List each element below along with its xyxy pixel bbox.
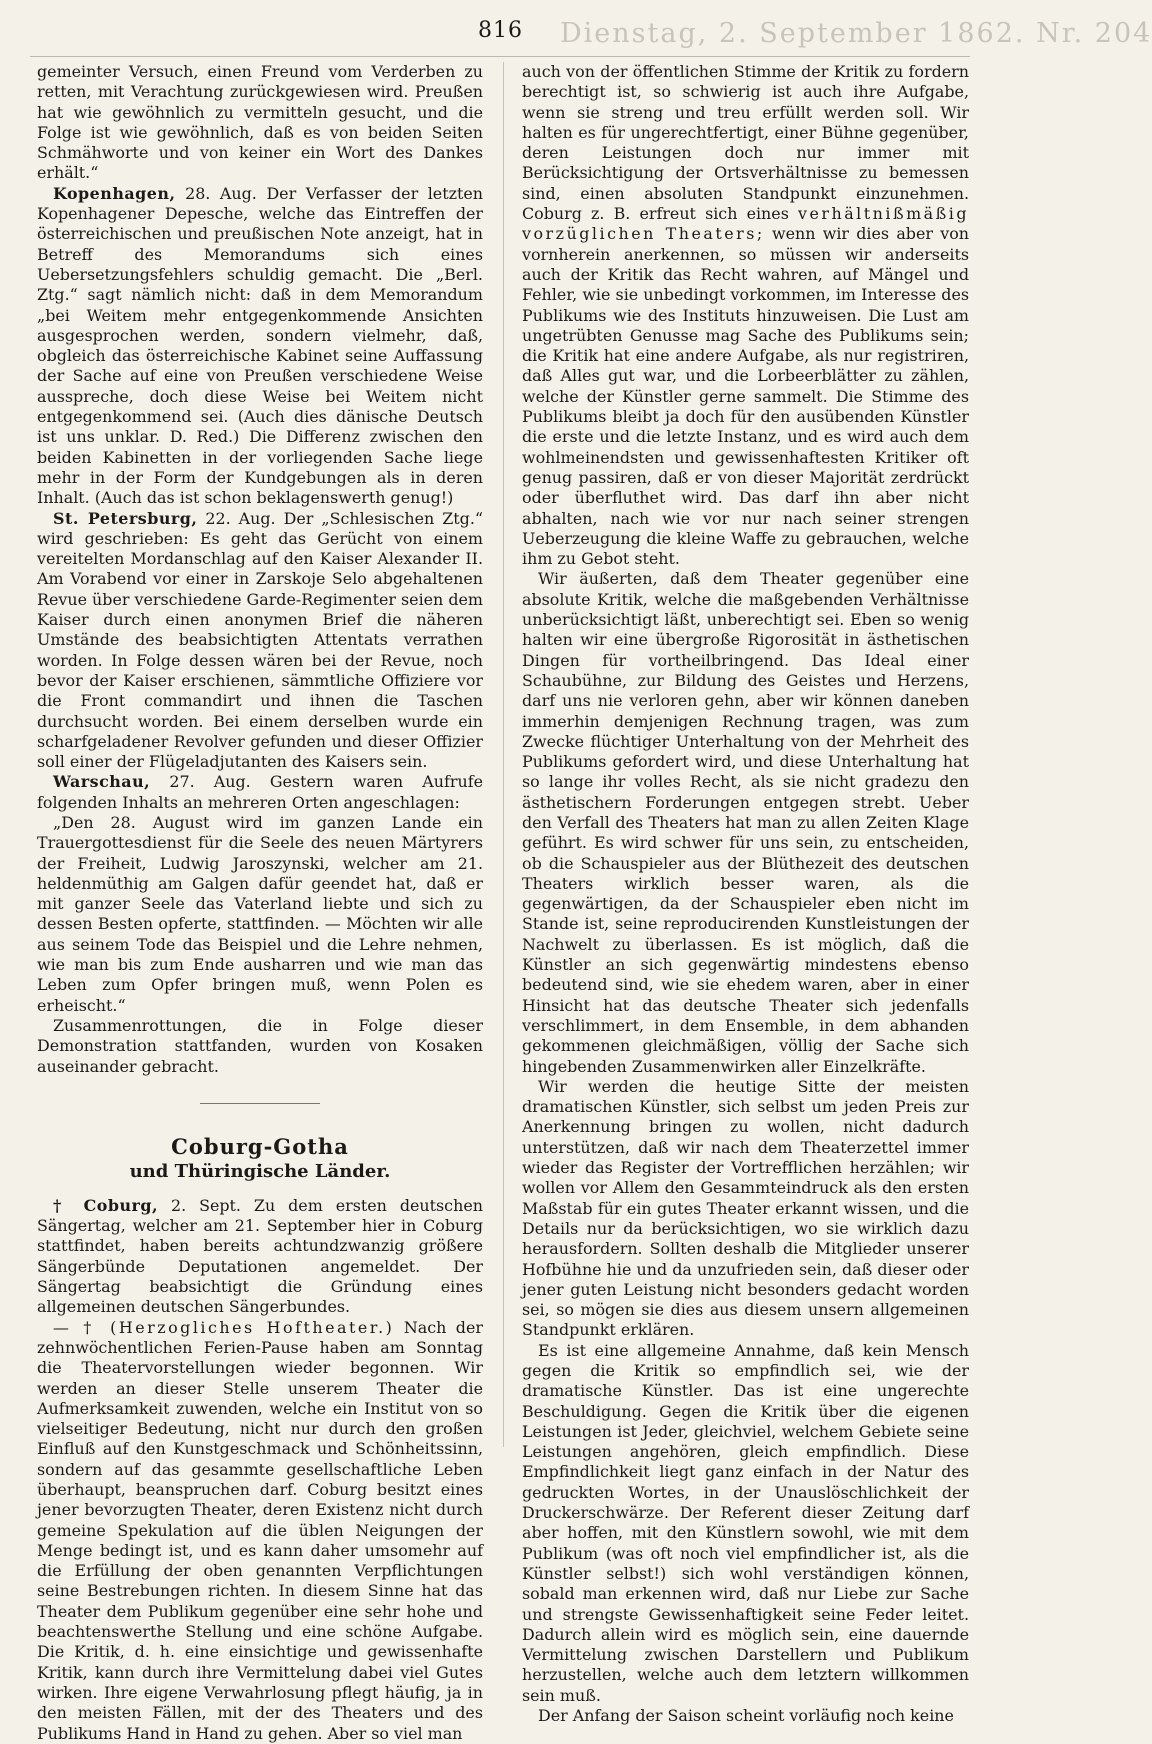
- page-header: [0, 8, 1152, 49]
- dateline-date: 2. Sept.: [170, 1195, 241, 1215]
- dateline-place: † Coburg,: [53, 1195, 159, 1215]
- dateline-place: Warschau,: [53, 772, 151, 792]
- paragraph: Wir werden die heutige Sitte der meisten dramatischen Künstler, sich selbst um jeden Preis zur Anerkennung bringen zu wollen, nicht dadurch unterstützen, daß wir nach dem Theaterzettel immer wieder das Register der Vortrefflichen herzählen; wir wollen vor Allem den Gesammteindruck als den ersten Maßstab für ein gutes Theater erkannt wissen, und die Details nur da berücksichtigen, wo sie wirklich dazu herausfordern. Sollten deshalb die Mitglieder unserer Hofbühne hie und da unzufrieden sein, daß dieser oder jener guten Leistung nicht besonders gedacht worden sei, so mögen sie dies aus diesem unsern allgemeinen Standpunkt erklären.: [522, 1076, 969, 1340]
- dateline-date: 28. Aug.: [185, 183, 257, 203]
- paragraph-text: wenn wir dies aber von vornherein anerkennen, so müssen wir anderseits auch der Kritik das Recht wahren, auf Mängel und Fehler, wie sie unbedingt vorkommen, im Interesse des Publikums wie des Instituts hinzuweisen. Die Lust am ungetrübten Genusse mag Sache des Publikums sein; die Kritik hat eine andere Aufgabe, als nur registriren, daß Alles gut war, und die Lorbeerblätter zu zählen, welche der Künstler gerne sammelt. Die Stimme des Publikums bleibt ja doch für den ausübenden Künstler die erste und die letzte Instanz, und es wird auch dem wohlmeinendsten und gewissenhaftesten Kritiker oft genug passiren, daß er von dieser Majorität zerdrückt oder überfluthet wird. Das darf ihn aber nicht abhalten, nach wie vor nur nach seiner strengen Ueberzeugung die kleine Waffe zu gebrauchen, welche ihm zu Gebot steht.: [522, 224, 969, 569]
- article-warschau: [37, 772, 483, 813]
- article-hoftheater: [37, 1318, 483, 1744]
- article-text: Gestern waren Aufrufe folgenden Inhalts an mehreren Orten angeschlagen:: [37, 772, 483, 812]
- article-kopenhagen: [37, 184, 483, 509]
- article-text: Zu dem ersten deutschen Sängertag, welcher am 21. September hier in Coburg stattfindet, haben bereits achtundzwanzig größere Sängerbünde Deputationen angemeldet. Der Sängertag beabsichtigt die Gründung eines allgemeinen deutschen Sängerbundes.: [37, 1195, 483, 1317]
- quoted-proclamation: „Den 28. August wird im ganzen Lande ein Trauergottesdienst für die Seele des neuen Märtyrers der Freiheit, Ludwig Jaroszynski, welcher am 21. heldenmüthig am Galgen dafür geendet hat, daß er mit ganzer Seele das Vaterland liebte und sich zu dessen Besten opferte, stattfinden. — Möchten wir alle aus seinem Tode das Beispiel und die Lehre nehmen, wie man bis zum Ende ausharren und wie man das Leben zum Opfer bringen muß, wenn Polen es erheischt.“: [37, 812, 483, 1015]
- right-column: [522, 62, 969, 1726]
- paragraph: Wir äußerten, daß dem Theater gegenüber eine absolute Kritik, welche die maßgebenden Verhältnisse unberücksichtigt läßt, unberechtigt sei. Eben so wenig halten wir eine übergroße Rigorosität in ästhetischen Dingen für vortheilbringend. Das Ideal einer Schaubühne, zur Bildung des Geistes und Herzens, darf uns nie verloren gehn, aber wir können daneben immerhin demjenigen Rechnung tragen, was zum Zwecke flüchtiger Unterhaltung von der Mehrheit des Publikums gefordert wird, und diese Unterhaltung hat so lange ihr volles Recht, als sie nicht gradezu den ästhetischern Forderungen entgegen strebt. Ueber den Verfall des Theaters hat man zu allen Zeiten Klage geführt. Es wird schwer für uns sein, zu entscheiden, ob die Schauspieler aus der Blüthezeit des deutschen Theaters wirklich besser waren, als die gegenwärtigen, da der Schauspieler eben nicht im Stande ist, seine reproducirenden Kunstleistungen der Nachwelt zu überlassen. Es ist möglich, daß die Künstler an sich gegenwärtig mindestens ebenso bedeutend sind, wie sie ehedem waren, aber in einer Hinsicht hat das deutsche Theater sich jedenfalls verschlimmert, in dem Ensemble, in dem abhanden gekommenen gleichmäßigen, völlig der Sache sich hingebenden Zusammenwirken aller Einzelkräfte.: [522, 569, 969, 1076]
- dateline-place: Kopenhagen,: [53, 183, 176, 203]
- paragraph: gemeinter Versuch, einen Freund vom Verderben zu retten, mit Verachtung zurückgewiesen wird. Preußen hat wie gewöhnlich zu vermitteln gesucht, und die Folge ist wie gewöhnlich, daß es von beiden Seiten Schmähworte und von keiner ein Wort des Dankes erhält.“: [37, 62, 483, 183]
- article-text: Der Verfasser der letzten Kopenhagener Depesche, welche das Eintreffen der österreichischen und preußischen Note anzeigt, hat in Betreff des Memorandums sich eines Uebersetzungsfehlers schuldig gemacht. Die „Berl. Ztg.“ sagt nämlich nicht: daß in dem Memorandum „bei Weitem mehr entgegenkommende Ansichten ausgesprochen werden, sondern vielmehr, daß, obgleich das österreichische Kabinet seine Auffassung der Sache auf eine von Preußen verschiedene Weise ausspreche, doch diese Weise bei Weitem nicht entgegenkommend sei. (Auch dies dänische Deutsch ist uns unklar. D. Red.) Die Differenz zwischen den beiden Kabinetten in der vorliegenden Sache liege mehr in der Form der Kundgebungen als in deren Inhalt. (Auch das ist schon beklagenswerth genug!): [37, 183, 483, 508]
- left-column: [37, 62, 483, 1744]
- paragraph: Der Anfang der Saison scheint vorläufig noch keine: [538, 1706, 954, 1726]
- header-rule: [30, 56, 970, 57]
- article-text: Nach der zehnwöchentlichen Ferien-Pause haben am Sonntag die Theatervorstellungen wieder begonnen. Wir werden an dieser Stelle unserem Theater die Aufmerksamkeit zuwenden, welche ein Institut von so vielseitiger Bedeutung, nicht nur durch den großen Einfluß auf den Kunstgeschmack und Schönheitssinn, sondern auf das gesammte gesellschaftliche Leben überhaupt, beanspruchen darf. Coburg besitzt eines jener bevorzugten Theater, deren Existenz nicht durch gemeine Spekulation auf die üblen Neigungen der Menge bedingt ist, und es kann daher umsomehr auf die Erfüllung der oben genannten Verpflichtungen seine Bestrebungen richten. In diesem Sinne hat das Theater dem Publikum gegenüber eine sehr hohe und beachtenswerthe Stellung und eine schöne Aufgabe. Die Kritik, d. h. eine einsichtige und gewissenhafte Kritik, kann durch ihre Vermittelung dabei viel Gutes wirken. Ihre eigene Verwahrlosung pflegt häufig, ja in den meisten Fällen, mit der des Theaters und des Publikums Hand in Hand zu gehen. Aber so viel man: [37, 1317, 483, 1743]
- article-text: Der „Schlesischen Ztg.“ wird geschrieben: Es geht das Gerücht von einem vereitelten Mordanschlag auf den Kaiser Alexander II. Am Vorabend vor einer in Zarskoje Selo abgehaltenen Revue über verschiedene Garde-Regimenter seien dem Kaiser durch einen anonymen Brief die näheren Umstände des beabsichtigten Attentats verrathen worden. In Folge dessen wären bei der Revue, noch bevor der Kaiser erschienen, sämmtliche Offiziere vor die Front commandirt und ihnen die Taschen durchsucht worden. Bei einem derselben wurde ein scharfgeladener Revolver gefunden und dieser Offizier soll einer der Flügeladjutanten des Kaisers sein.: [37, 508, 483, 772]
- paragraph-text: auch von der öffentlichen Stimme der Kritik zu fordern berechtigt ist, so schwierig ist auch ihre Aufgabe, wenn sie streng und treu erfüllt werden soll. Wir halten es für ungerechtfertigt, einer Bühne gegenüber, deren Leistungen doch nur immer mit Berücksichtigung der Ortsverhältnisse zu bemessen sind, einen absoluten Standpunkt einzunehmen. Coburg z. B. erfreut sich eines: [522, 62, 969, 224]
- article-petersburg: [37, 509, 483, 773]
- article-lead: — † (Herzogliches Hoftheater.): [53, 1317, 395, 1337]
- paragraph: Zusammenrottungen, die in Folge dieser Demonstration stattfanden, wurden von Kosaken auseinander gebracht.: [37, 1015, 483, 1076]
- dateline-date: 27. Aug.: [169, 772, 251, 792]
- article-coburg: [37, 1196, 483, 1318]
- page-number: 816: [478, 18, 523, 43]
- dateline-date: 22. Aug.: [205, 508, 276, 528]
- emphasized-text: verhältnißmäßig vorzüglichen Theaters;: [522, 204, 969, 244]
- section-separator: [200, 1103, 320, 1104]
- column-divider: [503, 62, 504, 1447]
- dateline-place: St. Petersburg,: [53, 508, 198, 528]
- paragraph: [522, 62, 969, 569]
- paragraph: Es ist eine allgemeine Annahme, daß kein Mensch gegen die Kritik so empfindlich sei, wie der dramatische Künstler. Das ist eine ungerechte Beschuldigung. Gegen die Kritik über die eigenen Leistungen ist Jeder, gleichviel, welchem Gebiete seine Leistungen angehören, gleich empfindlich. Diese Empfindlichkeit liegt ganz einfach in der Natur des gedruckten Wortes, in der Unauslöschlichkeit der Druckerschwärze. Der Referent dieser Zeitung darf aber hoffen, mit den Künstlern sowohl, wie mit dem Publikum (was oft noch viel empfindlicher ist, als die Künstler selbst!) sich wohl verständigen können, sobald man erkennen wird, daß nur Liebe zur Sache und strengste Gewissenhaftigkeit seine Feder leitet. Dadurch allein wird es möglich sein, eine dauernde Vermittelung zwischen Darstellern und Publikum herzustellen, welche auch dem letztern willkommen sein muß.: [522, 1340, 969, 1705]
- show-through-header: Dienstag, 2. September 1862. Nr. 204: [560, 18, 1152, 49]
- section-title: Coburg-Gotha: [171, 1133, 349, 1159]
- section-subtitle: und Thüringische Länder.: [129, 1160, 391, 1182]
